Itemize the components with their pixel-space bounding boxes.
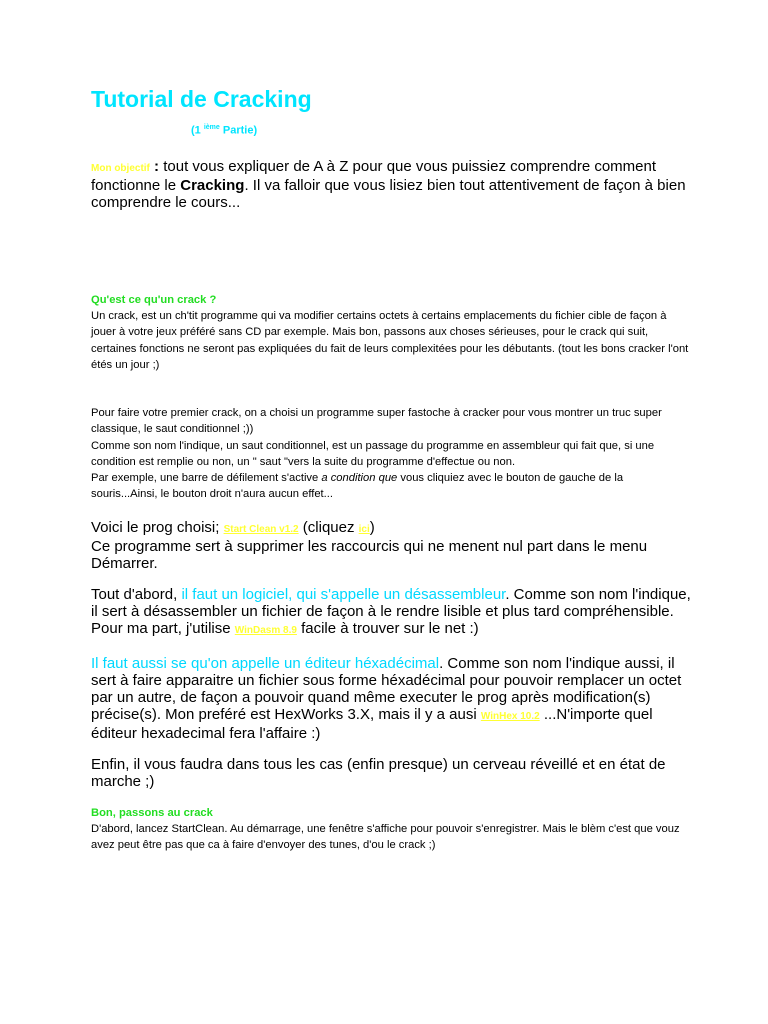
section-heading-crack: Qu'est ce qu'un crack ?	[91, 294, 217, 306]
disassembler-text-2: . Comme son nom l'indique, il sert à désassembler un fichier de façon à le rendre lisible et plus tard compréhensible. Pour ma part, j'utilise	[91, 586, 691, 637]
subtitle-text: Partie)	[222, 124, 258, 137]
example-italic: a condition que	[321, 472, 398, 485]
disassembler-paragraph	[91, 586, 691, 639]
download-here-link[interactable]: ici	[358, 524, 370, 535]
lets-crack-paragraph: D'abord, lancez StartClean. Au démarrage, une fenêtre s'affiche pour pouvoir s'enregistrer. Mais le blèm c'est que vouz avez peut être pas que ca à faire d'envoyer des tunes, d'ou le crack ;)	[91, 823, 680, 852]
program-choice-paragraph	[91, 519, 691, 572]
first-crack-paragraph: Pour faire votre premier crack, on a choisi un programme super fastoche à cracker pour vous montrer un truc super classique, le saut conditionnel ;))	[91, 407, 662, 436]
section-crack-definition	[91, 292, 691, 373]
disassembler-text-1: Tout d'abord,	[91, 586, 182, 603]
windasm-link[interactable]: WinDasm 8.9	[234, 625, 297, 636]
start-clean-link[interactable]: Start Clean v1.2	[223, 524, 299, 535]
hex-editor-text-1: . Comme son nom l'indique aussi, il sert à faire apparaitre un fichier sous forme héxadécimal pour pouvoir remplacer un octet par un autre, de façon a pouvoir quand même executer le prog après modification(s) précise(s). Mon preféré est HexWorks 3.X, mais il y a ausi	[91, 655, 682, 723]
section-heading-lets-crack: Bon, passons au crack	[91, 807, 213, 819]
hex-editor-paragraph	[91, 655, 691, 742]
program-choice-text-2: (cliquez	[298, 519, 359, 536]
intro-text-2: . Il va falloir que vous lisiez bien tout attentivement de façon à bien comprendre le cours...	[91, 177, 686, 211]
intro-text-1: tout vous expliquer de A à Z pour que vous puissiez comprendre comment fonctionne le	[91, 158, 657, 194]
subtitle-superscript: ième	[203, 124, 220, 131]
subtitle-number: (1	[191, 124, 201, 137]
program-choice-text-1: Voici le prog choisi;	[91, 519, 224, 536]
program-description: Ce programme sert à supprimer les raccourcis qui ne menent nul part dans le menu Démarrer.	[91, 538, 648, 572]
disassembler-text-3: facile à trouver sur le net :)	[296, 620, 479, 637]
page-title: Tutorial de Cracking	[91, 86, 312, 112]
objective-label: Mon objectif	[91, 163, 150, 174]
example-text-2: vous cliquiez avec le bouton de gauche de la souris...Ainsi, le bouton droit n'aura aucun effet...	[91, 472, 624, 501]
example-paragraph	[91, 470, 691, 503]
winhex-link[interactable]: WinHex 10.2	[480, 711, 540, 722]
disassembler-highlight: il faut un logiciel, qui s'appelle un désassembleur	[181, 586, 506, 603]
hex-editor-highlight: Il faut aussi se qu'on appelle un éditeur héxadécimal	[91, 655, 440, 672]
hex-editor-text-2: ...N'importe quel éditeur hexadecimal fera l'affaire :)	[91, 706, 653, 742]
conditional-jump-paragraph: Comme son nom l'indique, un saut conditionnel, est un passage du programme en assembleur qui fait que, si une condition est remplie ou non, un " saut "vers la suite du programme d'effectue ou non.	[91, 439, 655, 468]
program-choice-text-3: )	[369, 519, 375, 536]
example-text-1: Par exemple, une barre de défilement s'active	[91, 472, 322, 485]
intro-bold-cracking: Cracking	[180, 177, 245, 194]
objective-colon: :	[149, 158, 164, 175]
page-subtitle	[191, 124, 257, 137]
brain-paragraph: Enfin, il vous faudra dans tous les cas (enfin presque) un cerveau réveillé et en état de marche ;)	[91, 756, 666, 790]
section-lets-crack	[91, 805, 691, 854]
conditional-jump-section	[91, 405, 691, 503]
program-choice-line	[91, 519, 691, 538]
crack-definition-paragraph: Un crack, est un ch'tit programme qui va modifier certains octets à certains emplacements du fichier cible de façon à jouer à votre jeux préféré sans CD par exemple. Mais bon, passons aux choses sérieuses, pour le crack qui suit, certaines fonctions ne seront pas expliquées du fait de leurs complexitées pour les débutants. (tout les bons cracker l'ont étés un jour ;)	[91, 310, 689, 371]
intro-paragraph	[91, 158, 691, 211]
